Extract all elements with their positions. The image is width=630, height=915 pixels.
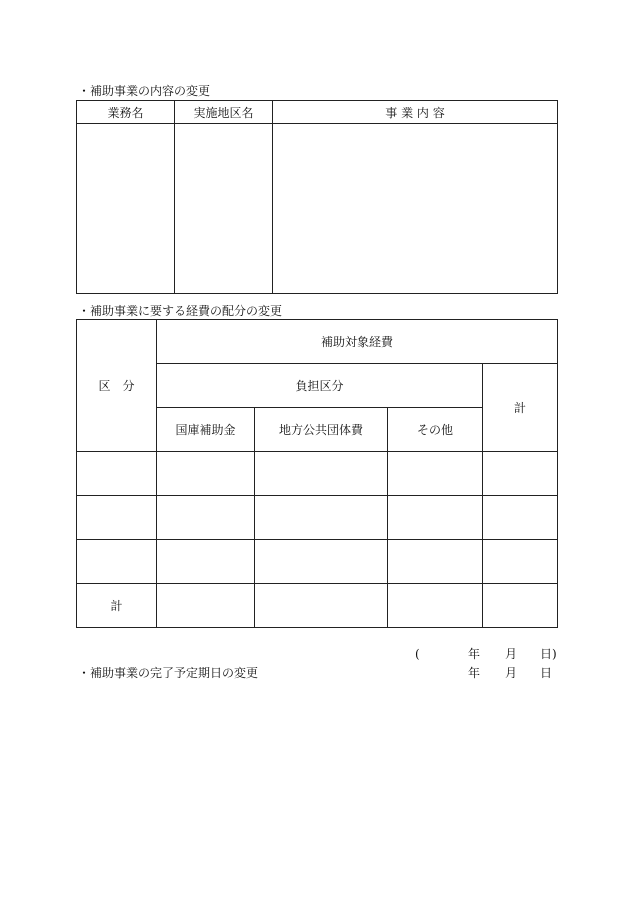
original-date-month: 月 — [505, 647, 518, 661]
total-row — [77, 584, 558, 628]
cell-total-chiho[interactable] — [255, 584, 388, 628]
total-row-label: 計 — [77, 584, 157, 628]
table-row — [77, 496, 558, 540]
cell-kokko[interactable] — [157, 496, 255, 540]
cell-kokko[interactable] — [157, 452, 255, 496]
cell-sonota[interactable] — [388, 452, 483, 496]
cell-kei[interactable] — [483, 496, 558, 540]
cell-gyomumei[interactable] — [77, 124, 175, 294]
expense-allocation-table — [76, 319, 558, 628]
original-date-open-paren: ( — [415, 647, 420, 661]
section1-heading: ・補助事業の内容の変更 — [78, 84, 211, 98]
cell-kei[interactable] — [483, 452, 558, 496]
cell-sonota[interactable] — [388, 540, 483, 584]
cell-total-sonota[interactable] — [388, 584, 483, 628]
cell-jisshi-chiku[interactable] — [175, 124, 273, 294]
header-hojo-taisho-keihi: 補助対象経費 — [157, 320, 558, 364]
header-kubun: 区 分 — [77, 320, 157, 452]
cell-chiho[interactable] — [255, 496, 388, 540]
header-chiho-kokyo-dantai: 地方公共団体費 — [255, 408, 388, 452]
cell-kubun[interactable] — [77, 452, 157, 496]
cell-kei[interactable] — [483, 540, 558, 584]
new-date-line — [0, 666, 630, 680]
cell-kubun[interactable] — [77, 540, 157, 584]
table-row — [77, 540, 558, 584]
header-sonota: その他 — [388, 408, 483, 452]
cell-total-kei[interactable] — [483, 584, 558, 628]
cell-total-kokko[interactable] — [157, 584, 255, 628]
header-kokko-hojokin: 国庫補助金 — [157, 408, 255, 452]
header-kei: 計 — [483, 364, 558, 452]
header-futan-kubun: 負担区分 — [157, 364, 483, 408]
table-row — [77, 452, 558, 496]
cell-kubun[interactable] — [77, 496, 157, 540]
cell-jigyo-naiyo[interactable] — [273, 124, 558, 294]
cell-chiho[interactable] — [255, 452, 388, 496]
header-jisshi-chiku: 実施地区名 — [175, 101, 273, 124]
original-date-day: 日) — [540, 647, 557, 661]
header-gyomumei: 業務名 — [77, 101, 175, 124]
original-date-line — [0, 647, 630, 661]
new-date-year: 年 — [468, 666, 481, 680]
content-change-table — [76, 100, 558, 294]
cell-chiho[interactable] — [255, 540, 388, 584]
new-date-month: 月 — [505, 666, 518, 680]
new-date-day: 日 — [540, 666, 553, 680]
section2-heading: ・補助事業に要する経費の配分の変更 — [78, 304, 283, 318]
section3-heading: ・補助事業の完了予定期日の変更 — [78, 666, 259, 680]
cell-sonota[interactable] — [388, 496, 483, 540]
original-date-year: 年 — [468, 647, 481, 661]
cell-kokko[interactable] — [157, 540, 255, 584]
header-jigyo-naiyo: 事 業 内 容 — [273, 101, 558, 124]
